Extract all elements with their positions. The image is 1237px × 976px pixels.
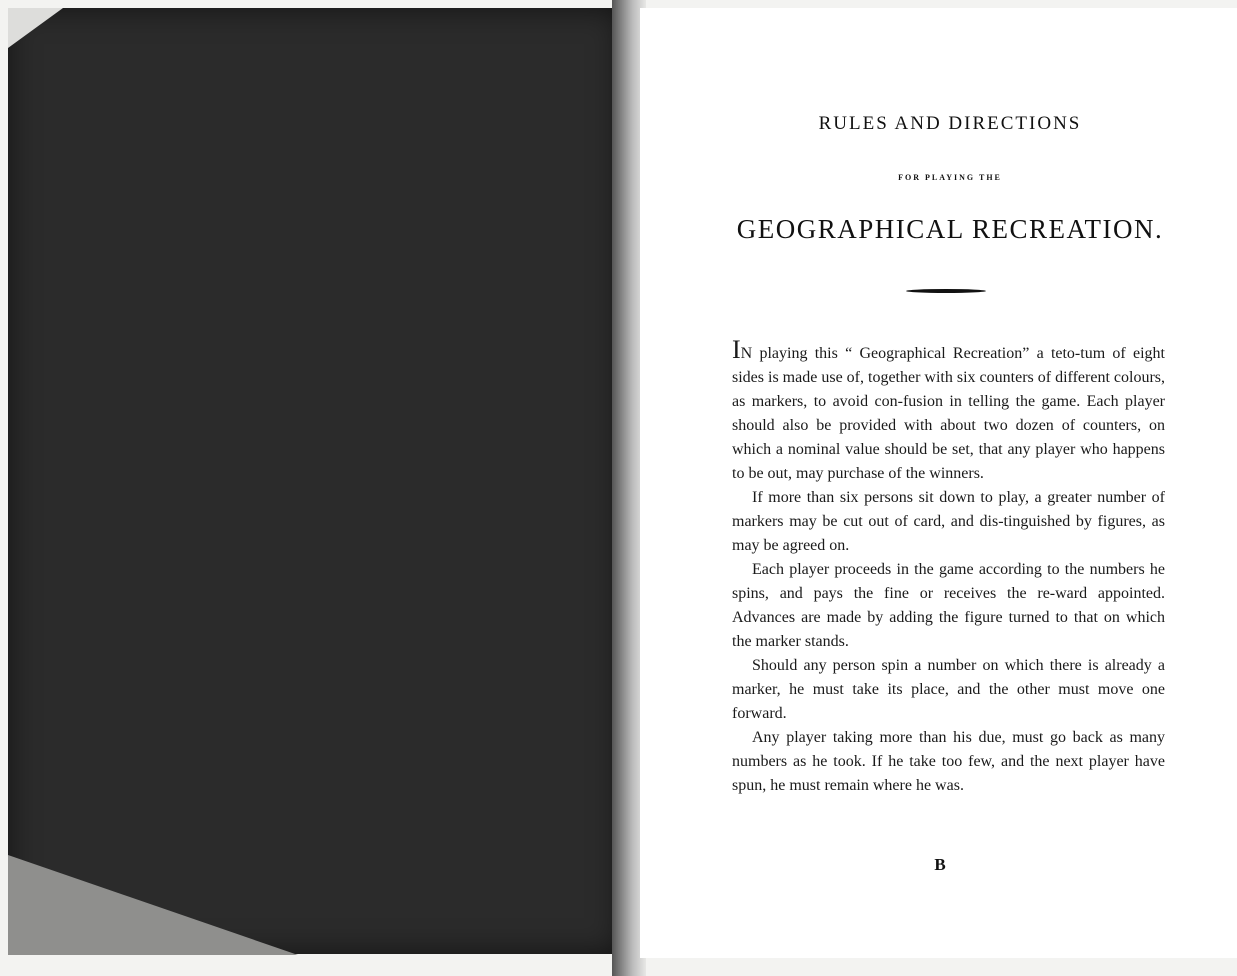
paragraph-2: If more than six persons sit down to play, a greater number of markers may be cut out of card, and dis-tinguished by figures, as may be agreed on.	[732, 489, 1165, 554]
paragraph-4: Should any person spin a number on which there is already a marker, he must take its place, and the other must move one forward.	[732, 657, 1165, 722]
paragraph-5: Any player taking more than his due, must go back as many numbers as he took. If he take too few, and the next player have spun, he must remain where he was.	[732, 729, 1165, 794]
rules-body-text	[732, 335, 1165, 798]
heading-rules-and-directions: RULES AND DIRECTIONS	[818, 113, 1082, 134]
paragraph-1	[732, 335, 1165, 486]
signature-mark: B	[934, 855, 946, 874]
drop-cap: I	[732, 335, 741, 364]
ornamental-rule	[906, 289, 986, 293]
paragraph-3: Each player proceeds in the game according to the numbers he spins, and pays the fine or receives the re-ward appointed. Advances are made by adding the figure turned to that on which the marker stands.	[732, 561, 1165, 650]
heading-for-playing-the: FOR PLAYING THE	[898, 173, 1002, 182]
cover-torn-corner-top	[8, 8, 63, 48]
heading-geographical-recreation: GEOGRAPHICAL RECREATION.	[736, 214, 1164, 244]
paragraph-1-text: N playing this “ Geographical Recreation” a teto-tum of eight sides is made use of, together with six counters of different colours, as markers, to avoid con-fusion in telling the game. Each player should also be provided with about two dozen of counters, on which a nominal value should be set, that any player who happens to be out, may purchase of the winners.	[732, 345, 1165, 482]
book-cover-left-page	[8, 8, 620, 954]
